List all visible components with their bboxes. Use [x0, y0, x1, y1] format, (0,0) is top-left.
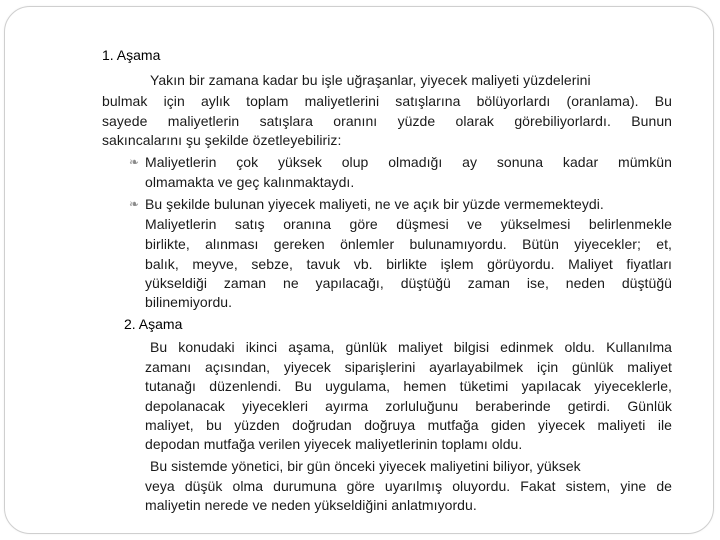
section2-p1-line-1: Bu konudaki ikinci aşama, günlük maliyet bilgisi edinmek oldu. Kullanılma — [150, 339, 672, 355]
section2-p1-line-2: zamanı açısından, yiyecek siparişlerini ayarlayabilmek için günlük maliyet — [145, 359, 672, 375]
intro-line-2: bulmak için aylık toplam maliyetlerini satışlarına bölüyorlardı (oranlama). Bu — [102, 93, 672, 109]
section2-p1-line-4: depolanacak yiyecekleri ayırma zorluluğunu beraberinde getirdi. Günlük — [145, 398, 672, 414]
bullet2-line-3: birlikte, alınması gereken önlemler bulunamıyordu. Bütün yiyecekler; et, — [145, 236, 672, 252]
section2-heading: 2. Aşama — [124, 316, 183, 332]
bullet2-line-1: Bu şekilde bulunan yiyecek maliyeti, ne ve açık bir yüzde vermemekteydi. — [145, 196, 604, 212]
intro-line-3: sayede maliyetlerin satışlara oranını yüzde olarak görebiliyorlardı. Bunun — [102, 113, 672, 129]
bullet2-line-2: Maliyetlerin satış oranına göre düşmesi ve yükselmesi belirlenmekle — [145, 216, 672, 232]
bullet2-line-5: yükseldiği zaman ne yapılacağı, düştüğü zaman ise, neden düştüğü — [145, 275, 672, 291]
section2-p1-line-3: tutanağı düzenlendi. Bu uygulama, hemen tüketimi yapılacak yiyeceklerle, — [145, 378, 672, 394]
section2-p2-line-2: veya düşük olma durumuna göre uyarılmış oluyordu. Fakat sistem, yine de — [145, 478, 672, 494]
section2-p2-line-3: maliyetin nerede ve neden yükseldiğini anlatmıyordu. — [145, 497, 477, 513]
section2-p1-line-5: maliyet, bu yüzden doğrudan doğruya mutfağa giden yiyecek maliyeti ile — [145, 417, 672, 433]
section2-p2-line-1: Bu sistemde yönetici, bir gün önceki yiyecek maliyetini biliyor, yüksek — [150, 458, 581, 474]
section1-heading: 1. Aşama — [102, 47, 161, 63]
bullet1-line-2: olmamakta ve geç kalınmaktaydı. — [145, 174, 355, 190]
bullet-leaf-icon: ❧ — [129, 197, 140, 211]
bullet1-line-1: Maliyetlerin çok yüksek olup olmadığı ay sonuna kadar mümkün — [145, 154, 672, 170]
bullet-leaf-icon: ❧ — [129, 155, 140, 169]
intro-line-1: Yakın bir zamana kadar bu işle uğraşanlar, yiyecek maliyeti yüzdelerini — [150, 72, 591, 88]
section2-p1-line-6: depodan mutfağa verilen yiyecek maliyetlerinin toplamı oldu. — [145, 436, 523, 452]
bullet2-line-4: balık, meyve, sebze, tavuk vb. birlikte işlem görüyordu. Maliyet fiyatları — [145, 256, 672, 272]
intro-line-4: sakıncalarını şu şekilde özetleyebiliriz: — [102, 132, 342, 148]
bullet2-line-6: bilinemiyordu. — [145, 294, 233, 310]
